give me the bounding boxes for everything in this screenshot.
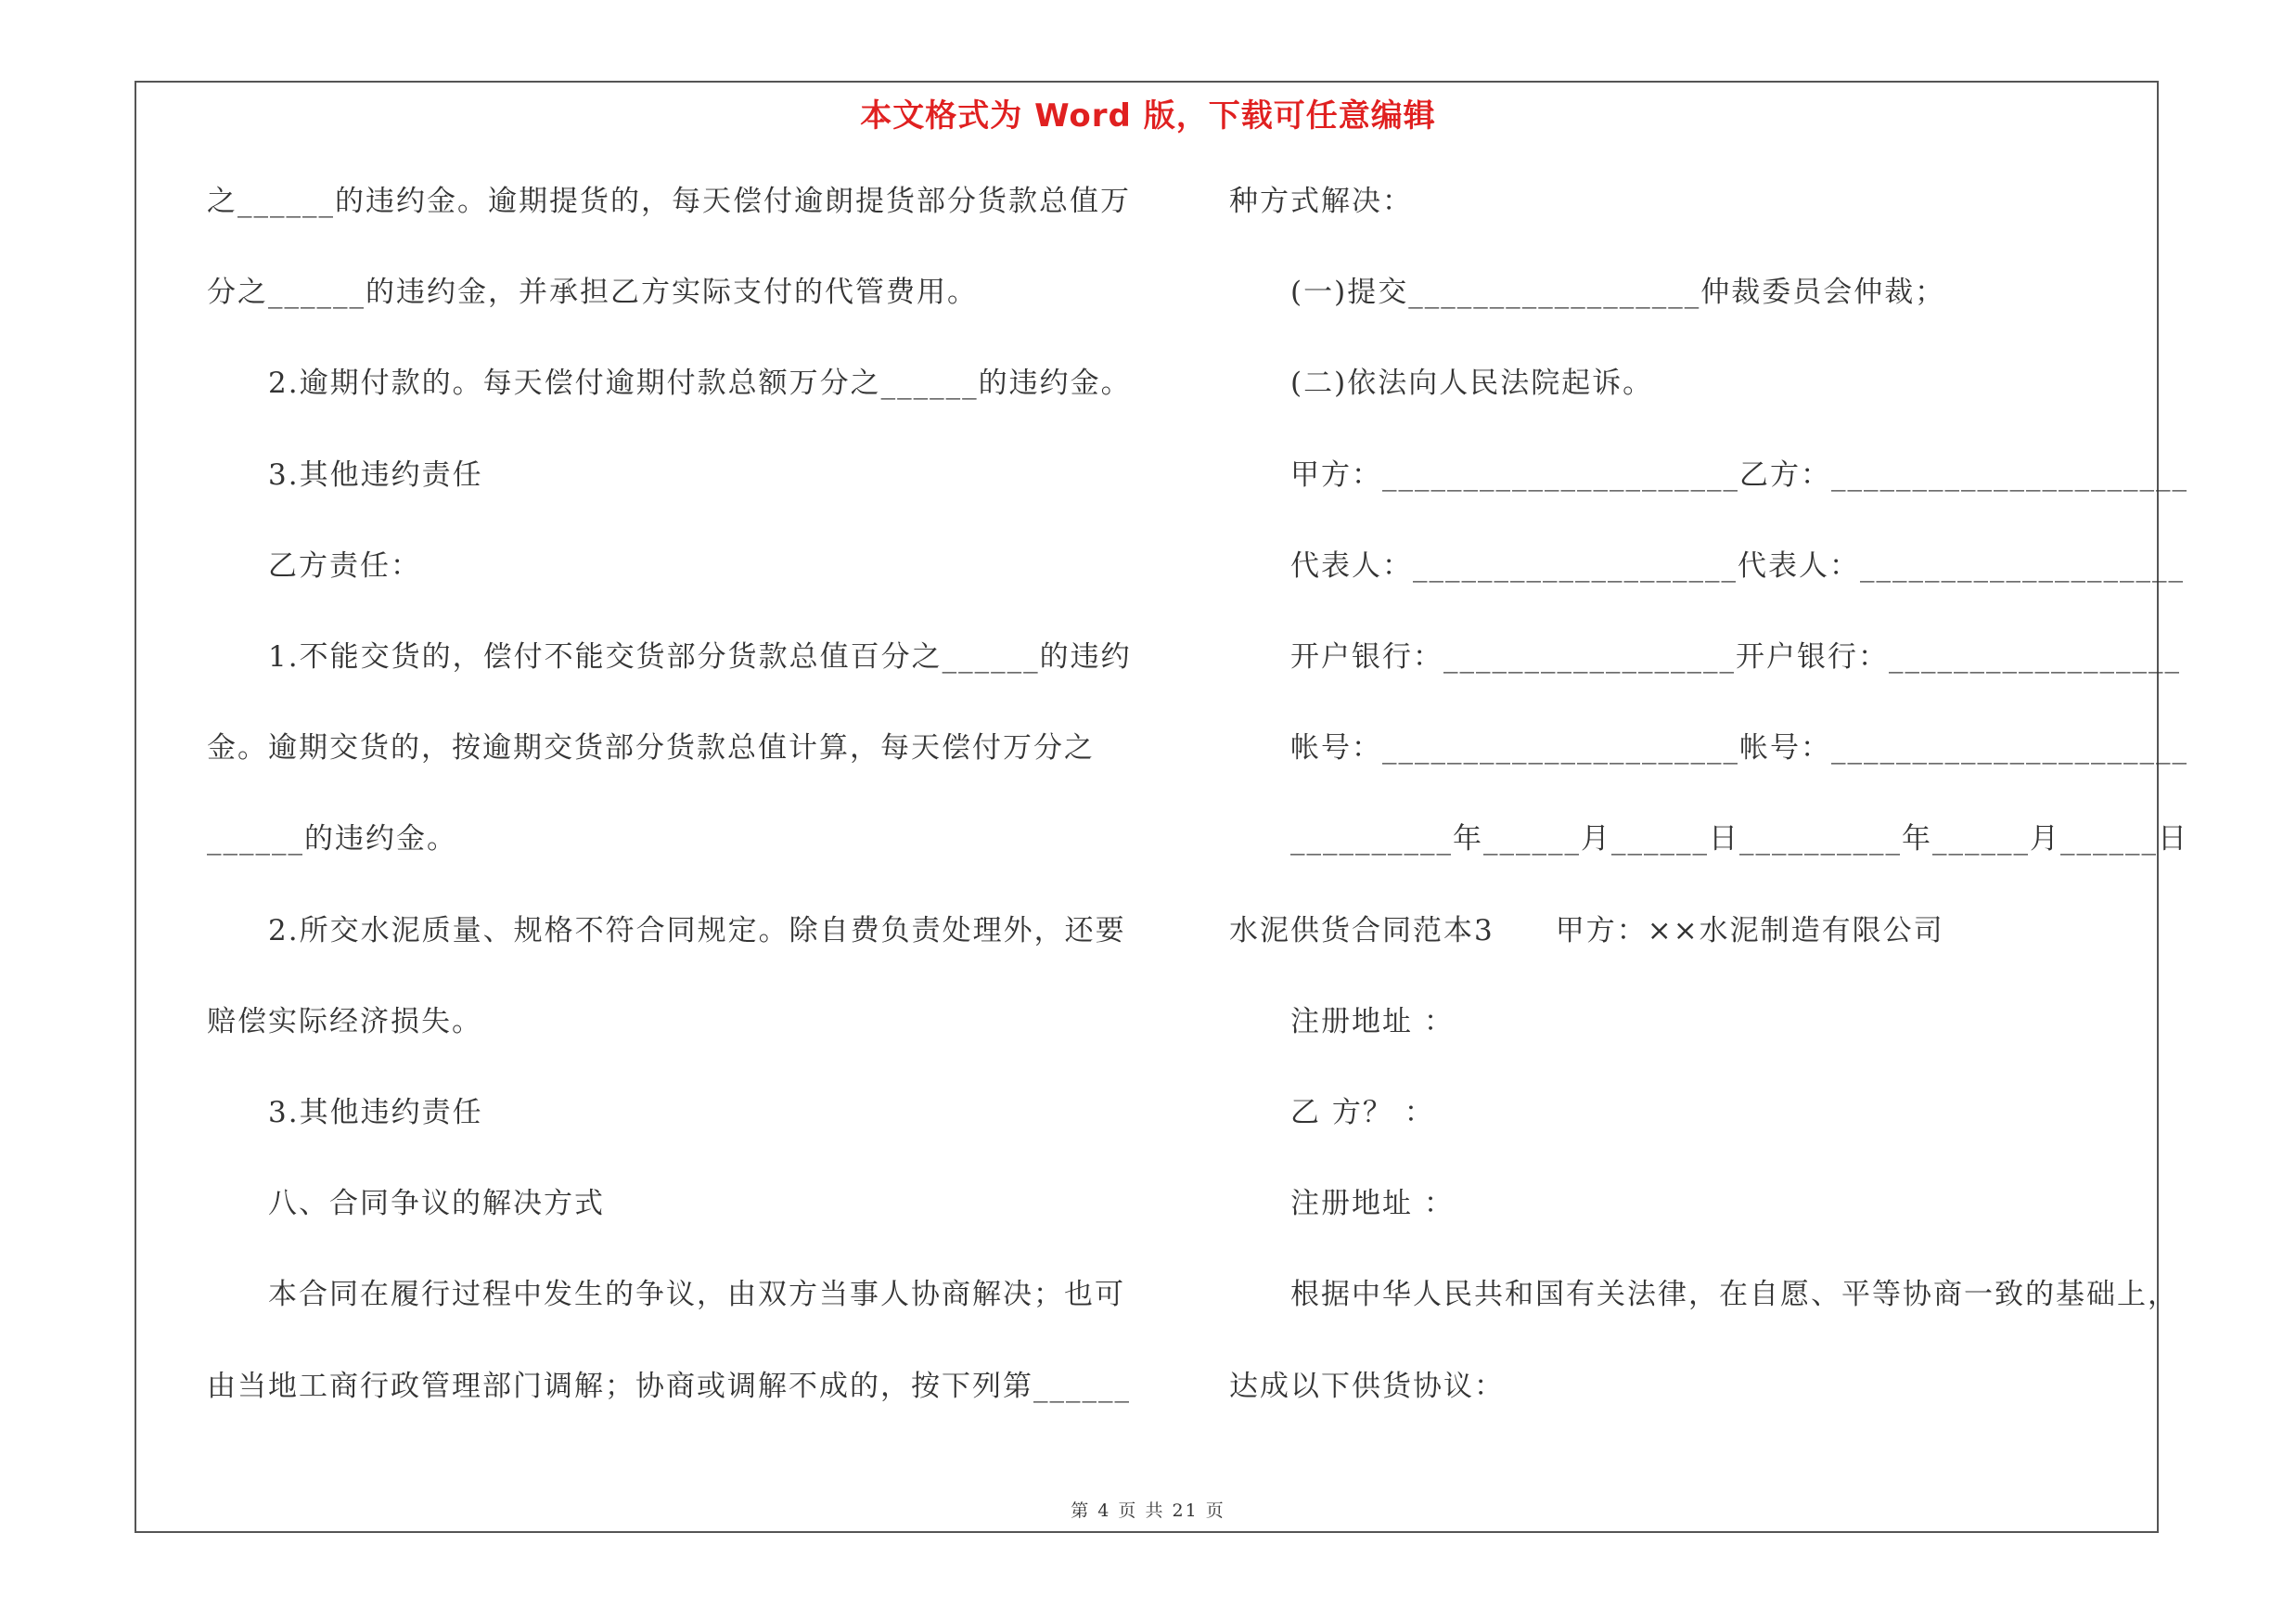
text-line: 分之______的违约金，并承担乙方实际支付的代管费用。 [207, 276, 978, 310]
text-line: 注册地址 ： [1290, 1187, 1455, 1221]
text-line: (二)依法向人民法院起诉。 [1290, 367, 1654, 401]
text-line: 开户银行：__________________开户银行：__________________ [1290, 640, 2181, 674]
text-line: 3.其他违约责任 [268, 1096, 483, 1129]
text-line: __________年______月______日__________年______月______日 [1290, 822, 2188, 857]
text-line: 由当地工商行政管理部门调解；协商或调解不成的，按下列第______ [207, 1369, 1131, 1403]
text-line: 根据中华人民共和国有关法律，在自愿、平等协商一致的基础上， [1290, 1278, 2178, 1312]
text-line: 帐号：______________________帐号：______________________ [1290, 731, 2188, 766]
text-line: 金。逾期交货的，按逾期交货部分货款总值计算，每天偿付万分之 [207, 731, 1095, 766]
text-line: 代表人：____________________代表人：____________________ [1290, 548, 2185, 583]
text-line: 2.逾期付款的。每天偿付逾期付款总额万分之______的违约金。 [268, 367, 1132, 401]
text-line: 赔偿实际经济损失。 [207, 1004, 482, 1038]
text-line: 本合同在履行过程中发生的争议，由双方当事人协商解决；也可 [268, 1278, 1125, 1312]
text-line: 1.不能交货的，偿付不能交货部分货款总值百分之______的违约 [268, 640, 1132, 674]
text-line: 3.其他违约责任 [268, 457, 483, 492]
text-line: 乙 方？ ： [1290, 1096, 1435, 1129]
page-number: 第 4 页 共 21 页 [1071, 1501, 1225, 1521]
text-line: 甲方：______________________乙方：______________________ [1290, 457, 2188, 492]
text-line: 之______的违约金。逾期提货的，每天偿付逾朗提货部分货款总值万 [207, 185, 1131, 218]
text-line: 八、合同争议的解决方式 [268, 1187, 605, 1221]
text-line: ______的违约金。 [207, 822, 457, 857]
text-line: 达成以下供货协议： [1229, 1369, 1505, 1403]
text-line: 水泥供货合同范本3 甲方：××水泥制造有限公司 [1229, 913, 1944, 947]
text-line: 2.所交水泥质量、规格不符合同规定。除自费负责处理外，还要 [268, 913, 1126, 947]
format-banner: 本文格式为 Word 版，下载可任意编辑 [860, 97, 1436, 135]
text-line: 注册地址 ： [1290, 1004, 1455, 1038]
text-line: 乙方责任： [268, 548, 421, 583]
text-line: 种方式解决： [1229, 185, 1413, 218]
text-line: (一)提交__________________仲裁委员会仲裁； [1290, 276, 1946, 310]
